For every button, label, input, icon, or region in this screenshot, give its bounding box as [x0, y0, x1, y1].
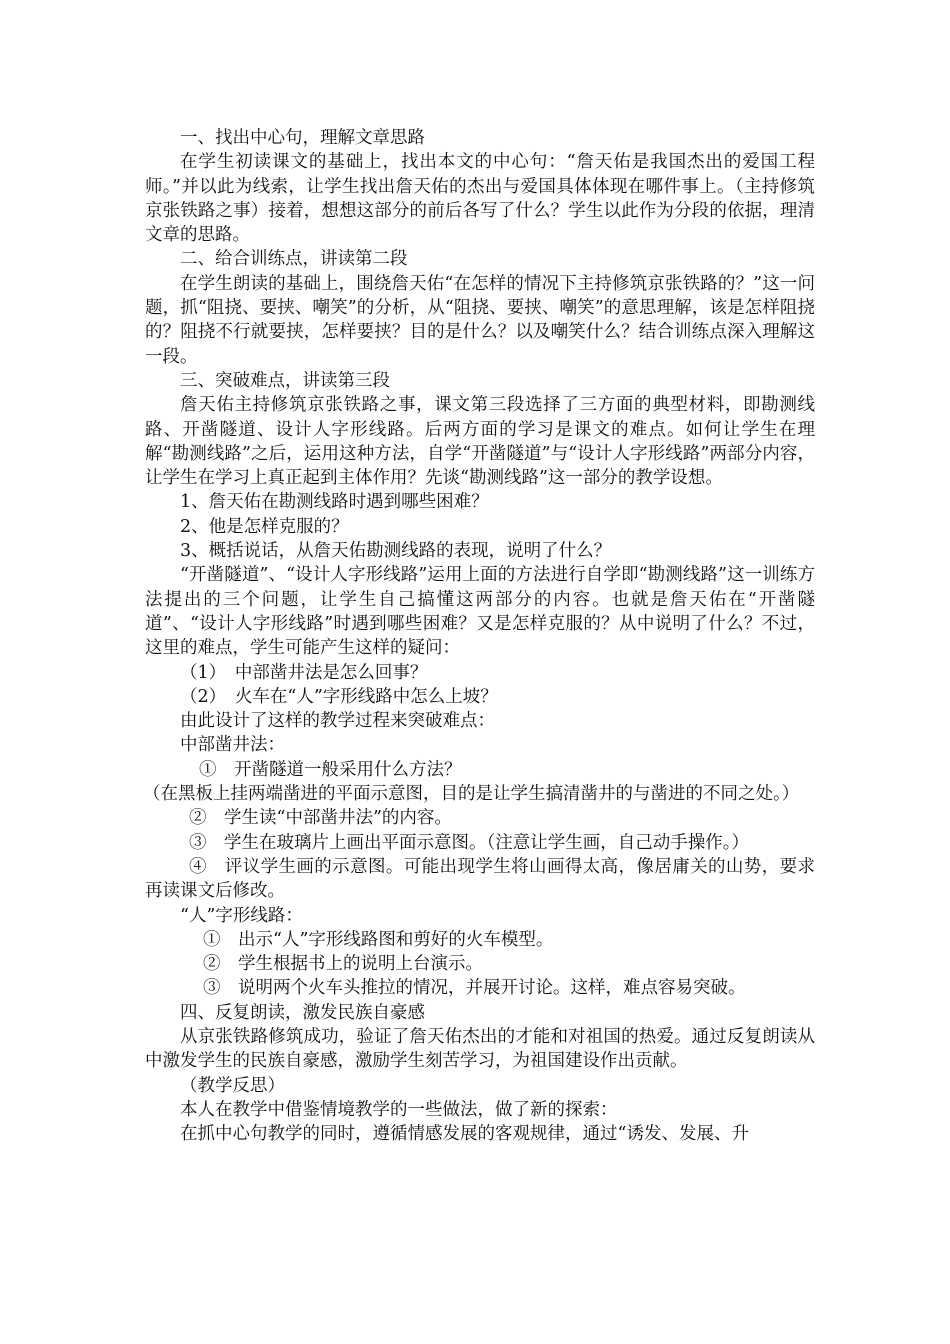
step-item: ④ 评议学生画的示意图。可能出现学生将山画得太高，像居庸关的山势，要求再读课文后修改。	[145, 856, 815, 902]
section-label: （教学反思）	[180, 1075, 285, 1096]
list-item: 2、他是怎样克服的？	[180, 516, 349, 537]
step-item: ② 学生读“中部凿井法”的内容。	[189, 808, 452, 829]
question-item: （1） 中部凿井法是怎么回事？	[180, 662, 428, 683]
paragraph: 在学生初读课文的基础上，找出本文的中心句：“詹天佑是我国杰出的爱国工程师。”并以此为线索，让学生找出詹天佑的杰出与爱国具体体现在哪件事上。（主持修筑京张铁路之事）接着，想想这部分的前后各写了什么？学生以此作为分段的依据，理清文章的思路。	[145, 152, 815, 246]
document-body	[145, 126, 815, 1146]
step-item: ③ 说明两个火车头推拉的情况，并展开讨论。这样，难点容易突破。	[203, 978, 746, 999]
heading-4: 四、反复朗读，激发民族自豪感	[180, 1002, 425, 1023]
subheading: “人”字形线路：	[180, 905, 303, 926]
paragraph: 在抓中心句教学的同时，遵循情感发展的客观规律，通过“诱发、发展、升	[180, 1124, 749, 1145]
paragraph: （在黑板上挂两端凿进的平面示意图，目的是让学生搞清凿井的与凿进的不同之处。）	[143, 784, 800, 805]
list-item: 3、概括说话，从詹天佑勘测线路的表现，说明了什么？	[180, 541, 612, 562]
paragraph: 从京张铁路修筑成功，验证了詹天佑杰出的才能和对祖国的热爱。通过反复朗读从中激发学生的民族自豪感，激励学生刻苦学习，为祖国建设作出贡献。	[145, 1026, 815, 1072]
paragraph: 本人在教学中借鉴情境教学的一些做法，做了新的探索：	[180, 1099, 618, 1120]
step-item: ① 开凿隧道一般采用什么方法？	[199, 759, 462, 780]
step-item: ③ 学生在玻璃片上画出平面示意图。（注意让学生画，自己动手操作。）	[189, 832, 749, 853]
paragraph: 由此设计了这样的教学过程来突破难点：	[180, 711, 495, 732]
paragraph: 詹天佑主持修筑京张铁路之事，课文第三段选择了三方面的典型材料，即勘测线路、开凿隧道、设计人字形线路。后两方面的学习是课文的难点。如何让学生在理解“勘测线路”之后，运用这种方法，自学“开凿隧道”与“设计人字形线路”两部分内容，让学生在学习上真正起到主体作用？先谈“勘测线路”这一部分的教学设想。	[145, 395, 815, 489]
step-item: ② 学生根据书上的说明上台演示。	[203, 954, 483, 975]
subheading: 中部凿井法：	[180, 735, 285, 756]
step-item: ① 出示“人”字形线路图和剪好的火车模型。	[203, 929, 554, 950]
paragraph: 在学生朗读的基础上，围绕詹天佑“在怎样的情况下主持修筑京张铁路的？”这一问题，抓“阻挠、要挟、嘲笑”的分析，从“阻挠、要挟、嘲笑”的意思理解，该是怎样阻挠的？阻挠不行就要挟，怎样要挟？目的是什么？以及嘲笑什么？结合训练点深入理解这一段。	[145, 273, 815, 367]
heading-2: 二、给合训练点，讲读第二段	[180, 249, 408, 270]
heading-1: 一、找出中心句，理解文章思路	[180, 128, 425, 148]
heading-3: 三、突破难点，讲读第三段	[180, 370, 390, 391]
question-item: （2） 火车在“人”字形线路中怎么上坡？	[180, 686, 498, 707]
list-item: 1、詹天佑在勘测线路时遇到哪些困难？	[180, 492, 489, 513]
paragraph: “开凿隧道”、“设计人字形线路”运用上面的方法进行自学即“勘测线路”这一训练方法提出的三个问题，让学生自己搞懂这两部分的内容。也就是詹天佑在“开凿隧道”、“设计人字形线路”时遇到哪些困难？又是怎样克服的？从中说明了什么？不过，这里的难点，学生可能产生这样的疑问：	[145, 565, 815, 659]
